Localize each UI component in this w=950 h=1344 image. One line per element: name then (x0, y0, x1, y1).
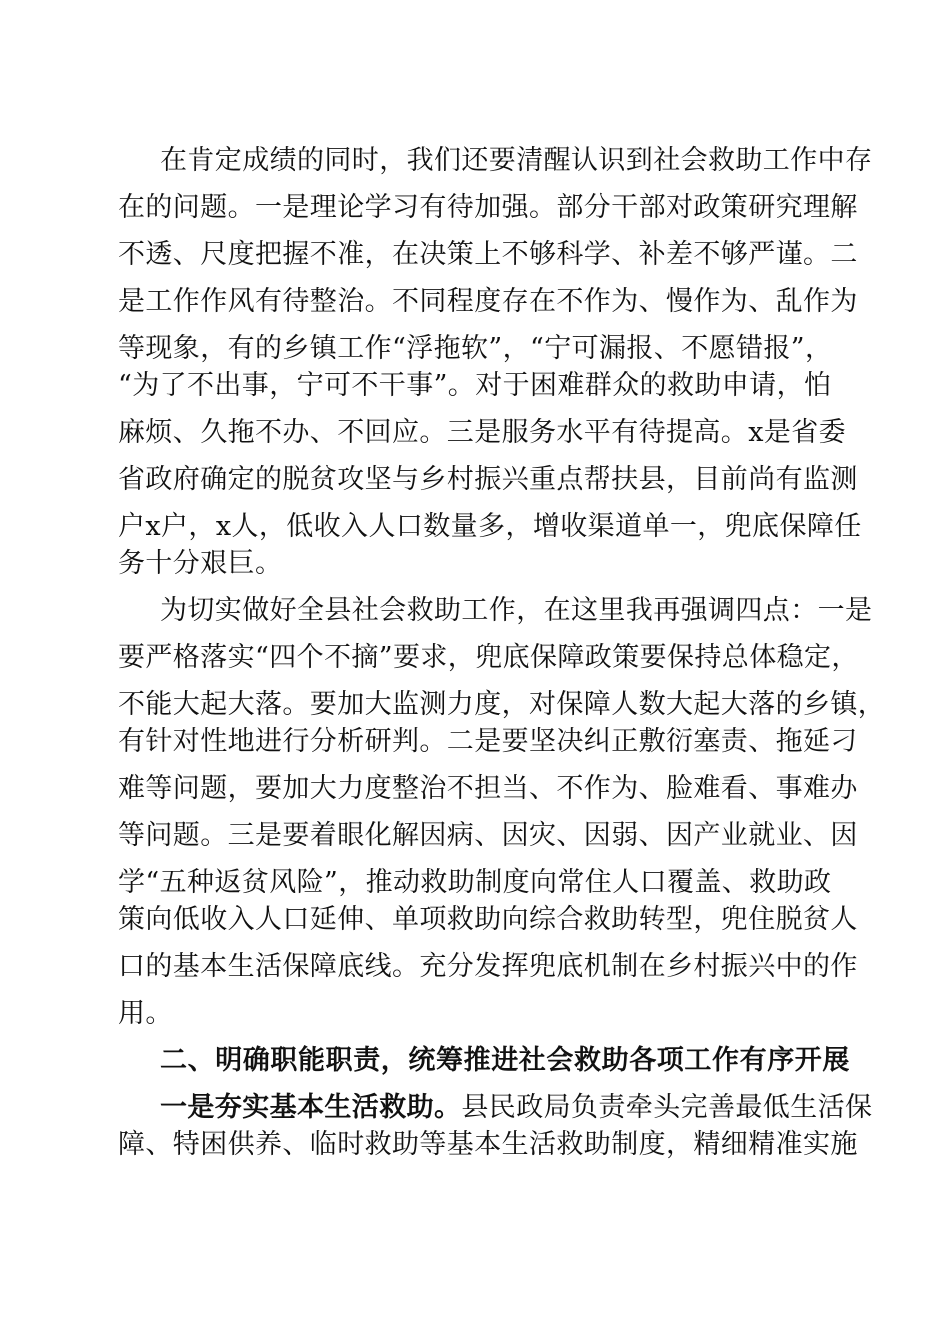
paragraph-1-line-7: 麻烦、久拖不办、不回应。三是服务水平有待提高。x是省委 (118, 417, 847, 448)
paragraph-3-line-1-rest: 县民政局负责牵头完善最低生活保 (461, 1092, 873, 1123)
paragraph-2-line-6: 等问题。三是要着眼化解因病、因灾、因弱、因产业就业、因 (118, 820, 858, 851)
paragraph-1-line-3: 不透、尺度把握不准，在决策上不够科学、补差不够严谨。二 (118, 239, 858, 270)
paragraph-1-line-5: 等现象，有的乡镇工作“浮拖软”，“宁可漏报、不愿错报”， (118, 333, 833, 364)
paragraph-3-lead: 一是夯实基本生活救助。 (160, 1092, 462, 1123)
paragraph-3-line-2: 障、特困供养、临时救助等基本生活救助制度，精细精准实施 (118, 1129, 858, 1160)
paragraph-2-line-1: 为切实做好全县社会救助工作，在这里我再强调四点：一是 (160, 595, 873, 626)
paragraph-2-line-2: 要严格落实“四个不摘”要求，兜底保障政策要保持总体稳定， (118, 642, 859, 673)
paragraph-1-line-10: 务十分艰巨。 (118, 548, 283, 579)
paragraph-1-line-6: “为了不出事，宁可不干事”。对于困难群众的救助申请，怕 (118, 370, 832, 401)
paragraph-1-line-4: 是工作作风有待整治。不同程度存在不作为、慢作为、乱作为 (118, 286, 858, 317)
paragraph-2-line-7: 学“五种返贫风险”，推动救助制度向常住人口覆盖、救助政 (118, 867, 832, 898)
paragraph-1-line-9: 户x户，x人，低收入人口数量多，增收渠道单一，兜底保障任 (118, 511, 862, 542)
paragraph-2-line-5: 难等问题，要加大力度整治不担当、不作为、脸难看、事难办 (118, 773, 858, 804)
paragraph-1-line-2: 在的问题。一是理论学习有待加强。部分干部对政策研究理解 (118, 192, 858, 223)
paragraph-2-line-9: 口的基本生活保障底线。充分发挥兜底机制在乡村振兴中的作 (118, 951, 858, 982)
section-heading: 二、明确职能职责，统筹推进社会救助各项工作有序开展 (160, 1045, 850, 1076)
paragraph-1-line-1: 在肯定成绩的同时，我们还要清醒认识到社会救助工作中存 (160, 145, 873, 176)
paragraph-2-line-3: 不能大起大落。要加大监测力度，对保障人数大起大落的乡镇， (118, 689, 886, 720)
paragraph-1-line-8: 省政府确定的脱贫攻坚与乡村振兴重点帮扶县，目前尚有监测 (118, 464, 858, 495)
paragraph-2-line-8: 策向低收入人口延伸、单项救助向综合救助转型，兜住脱贫人 (118, 904, 858, 935)
paragraph-2-line-10: 用。 (118, 998, 173, 1029)
paragraph-2-line-4: 有针对性地进行分析研判。二是要坚决纠正敷衍塞责、拖延刁 (118, 726, 858, 757)
